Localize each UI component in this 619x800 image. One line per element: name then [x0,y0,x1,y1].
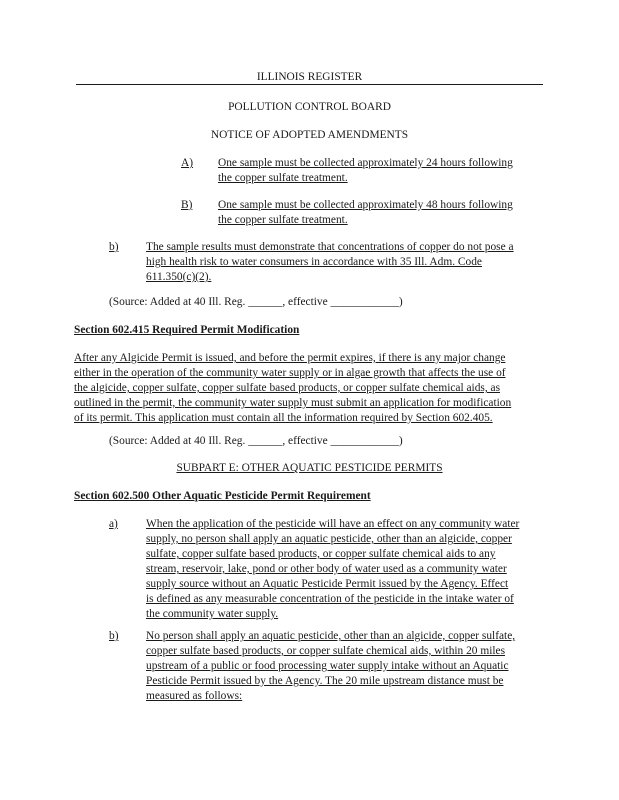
section-500-a-line: When the application of the pesticide will have an effect on any community water [146,518,520,530]
section-415-heading: Section 602.415 Required Permit Modification [74,324,300,336]
section-500-b-line: measured as follows: [146,690,243,702]
section-500-a-line: stream, reservoir, lake, pond or other body of water used as a community water [146,563,507,575]
item-b-text [146,240,514,285]
register-title: ILLINOIS REGISTER [256,71,363,83]
section-500-a-line: sulfate, copper sulfate based products, or copper sulfate chemical aids to any [146,548,496,560]
source-note-1: (Source: Added at 40 Ill. Reg. ______, effective ____________) [109,296,403,308]
section-415-line: After any Algicide Permit is issued, and before the permit expires, if there is any major change [74,352,506,364]
item-A-line: One sample must be collected approximately 24 hours following [218,157,513,169]
item-b-label: b) [109,241,119,253]
section-500-b-line: Pesticide Permit issued by the Agency. The 20 mile upstream distance must be [146,675,504,687]
notice-title: NOTICE OF ADOPTED AMENDMENTS [210,129,409,141]
section-500-b-line: upstream of a public or food processing water supply intake without an Aquatic [146,660,509,672]
board-title: POLLUTION CONTROL BOARD [228,101,391,113]
section-500-b-line: No person shall apply an aquatic pesticide, other than an algicide, copper sulfate, [146,630,516,642]
section-500-heading: Section 602.500 Other Aquatic Pesticide Permit Requirement [74,490,371,502]
item-B-text [218,198,513,228]
section-500-a-line: supply, no person shall apply an aquatic pesticide, other than an algicide, copper [146,533,512,545]
section-500-b-text [146,629,515,704]
source-note-2: (Source: Added at 40 Ill. Reg. ______, effective ____________) [109,435,403,447]
section-500-a-line: the community water supply. [146,608,279,620]
section-500-b-label: b) [109,630,119,642]
subpart-title: SUBPART E: OTHER AQUATIC PESTICIDE PERMITS [176,462,443,474]
item-A-text [218,156,513,186]
item-B-line: the copper sulfate treatment. [218,214,348,226]
section-415-line: either in the operation of the community water supply or in algae growth that affects the use of [74,367,506,379]
section-500-a-line: supply source without an Aquatic Pesticide Permit issued by the Agency. Effect [146,578,509,590]
section-415-body [74,351,511,426]
section-500-a-label: a) [109,518,118,530]
section-415-line: outlined in the permit, the community water supply must submit an application for modification [74,397,512,409]
section-500-a-line: is defined as any measurable concentration of the pesticide in the intake water of [146,593,514,605]
section-415-line: the algicide, copper sulfate, copper sulfate based products, or copper sulfate chemical aids, as [74,382,501,394]
item-A-label: A) [181,157,194,169]
section-500-b-line: copper sulfate based products, or copper sulfate chemical aids, within 20 miles [146,645,506,657]
item-A-line: the copper sulfate treatment. [218,172,348,184]
header-rule [76,84,543,85]
item-b-line: high health risk to water consumers in accordance with 35 Ill. Adm. Code [146,256,482,268]
item-B-label: B) [181,199,193,211]
item-B-line: One sample must be collected approximately 48 hours following [218,199,513,211]
item-b-line: The sample results must demonstrate that concentrations of copper do not pose a [146,241,514,253]
section-415-line: of its permit. This application must contain all the information required by Section 602.405. [74,412,493,424]
item-b-line: 611.350(c)(2). [146,271,212,283]
section-500-a-text [146,517,519,622]
